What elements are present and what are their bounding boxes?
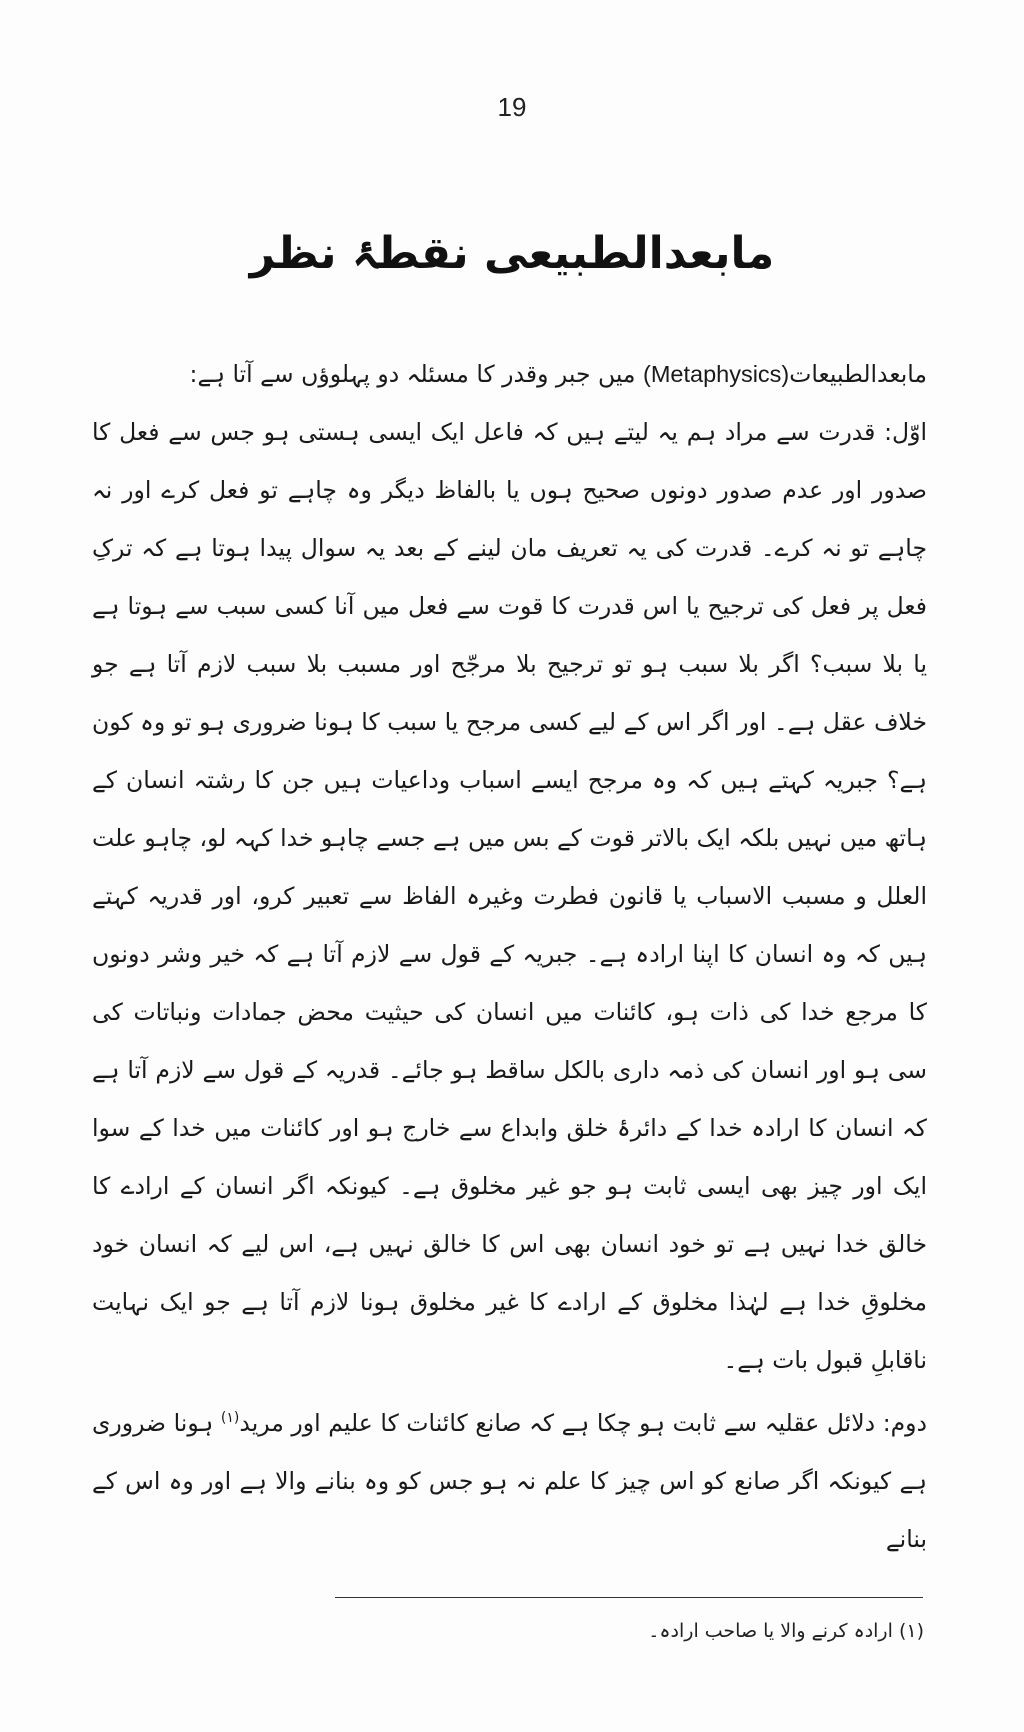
intro-latin-term: (Metaphysics) — [643, 361, 790, 387]
footnote-reference: (۱) — [220, 1410, 240, 1426]
second-aspect-rest: ہونا ضروری ہے کیونکہ اگر صانع کو اس چیز کا علم نہ ہو جس کو وہ بنانے والا ہے اور وہ اس کے بنانے — [92, 1408, 927, 1553]
paragraph-intro — [92, 345, 927, 403]
footnote-divider — [335, 1597, 923, 1598]
footnote-text: ارادہ کرنے والا یا صاحب ارادہ۔ — [648, 1620, 893, 1642]
footnote — [648, 1620, 924, 1642]
footnote-marker: (۱) — [898, 1620, 924, 1642]
page-number: 19 — [497, 92, 527, 122]
second-aspect-start: دوم: دلائل عقلیہ سے ثابت ہو چکا ہے کہ صانع کائنات کا علیم اور مرید — [239, 1408, 927, 1437]
paragraph-second-aspect — [92, 1389, 927, 1568]
paragraph-first-aspect: اوّل: قدرت سے مراد ہم یہ لیتے ہیں کہ فاعل ایک ایسی ہستی ہو جس سے فعل کا صدور اور عدم صدور دونوں صحیح ہوں یا بالفاظ دیگر وہ چاہے تو فعل کرے اور نہ چاہے تو نہ کرے۔ قدرت کی یہ تعریف مان لینے کے بعد یہ سوال پیدا ہوتا ہے کہ ترکِ فعل پر فعل کی ترجیح یا اس قدرت کا قوت سے فعل میں آنا کسی سبب سے ہوتا ہے یا بلا سبب؟ اگر بلا سبب ہو تو ترجیح بلا مرجّح اور مسبب بلا سبب لازم آتا ہے جو خلاف عقل ہے۔ اور اگر اس کے لیے کسی مرجح یا سبب کا ہونا ضروری ہو تو وہ کون ہے؟ جبریہ کہتے ہیں کہ وہ مرجح ایسے اسباب وداعیات ہیں جن کا رشتہ انسان کے ہاتھ میں نہیں بلکہ ایک بالاتر قوت کے بس میں ہے جسے چاہو خدا کہہ لو، چاہو علت العلل و مسبب الاسباب یا قانون فطرت وغیرہ الفاظ سے تعبیر کرو، اور قدریہ کہتے ہیں کہ وہ انسان کا اپنا ارادہ ہے۔ جبریہ کے قول سے لازم آتا ہے کہ خیر وشر دونوں کا مرجع خدا کی ذات ہو، کائنات میں انسان کی حیثیت محض جمادات ونباتات کی سی ہو اور انسان کی ذمہ داری بالکل ساقط ہو جائے۔ قدریہ کے قول سے لازم آتا ہے کہ انسان کا ارادہ خدا کے دائرۂ خلق وابداع سے خارج ہو اور کائنات میں خدا کے سوا ایک اور چیز بھی ایسی ثابت ہو جو غیر مخلوق ہے۔ کیونکہ اگر انسان کے ارادے کا خالق خدا نہیں ہے تو خود انسان بھی اس کا خالق نہیں ہے، اس لیے کہ انسان خود مخلوقِ خدا ہے لہٰذا مخلوق کے ارادے کا غیر مخلوق ہونا لازم آتا ہے جو ایک نہایت ناقابلِ قبول بات ہے۔ — [92, 418, 927, 1374]
intro-term: مابعدالطبیعات — [789, 360, 927, 388]
section-heading: مابعدالطبیعی نقطۂ نظر — [249, 228, 775, 279]
body-text — [92, 345, 927, 1568]
intro-rest: میں جبر وقدر کا مسئلہ دو پہلوؤں سے آتا ہے: — [189, 360, 636, 388]
